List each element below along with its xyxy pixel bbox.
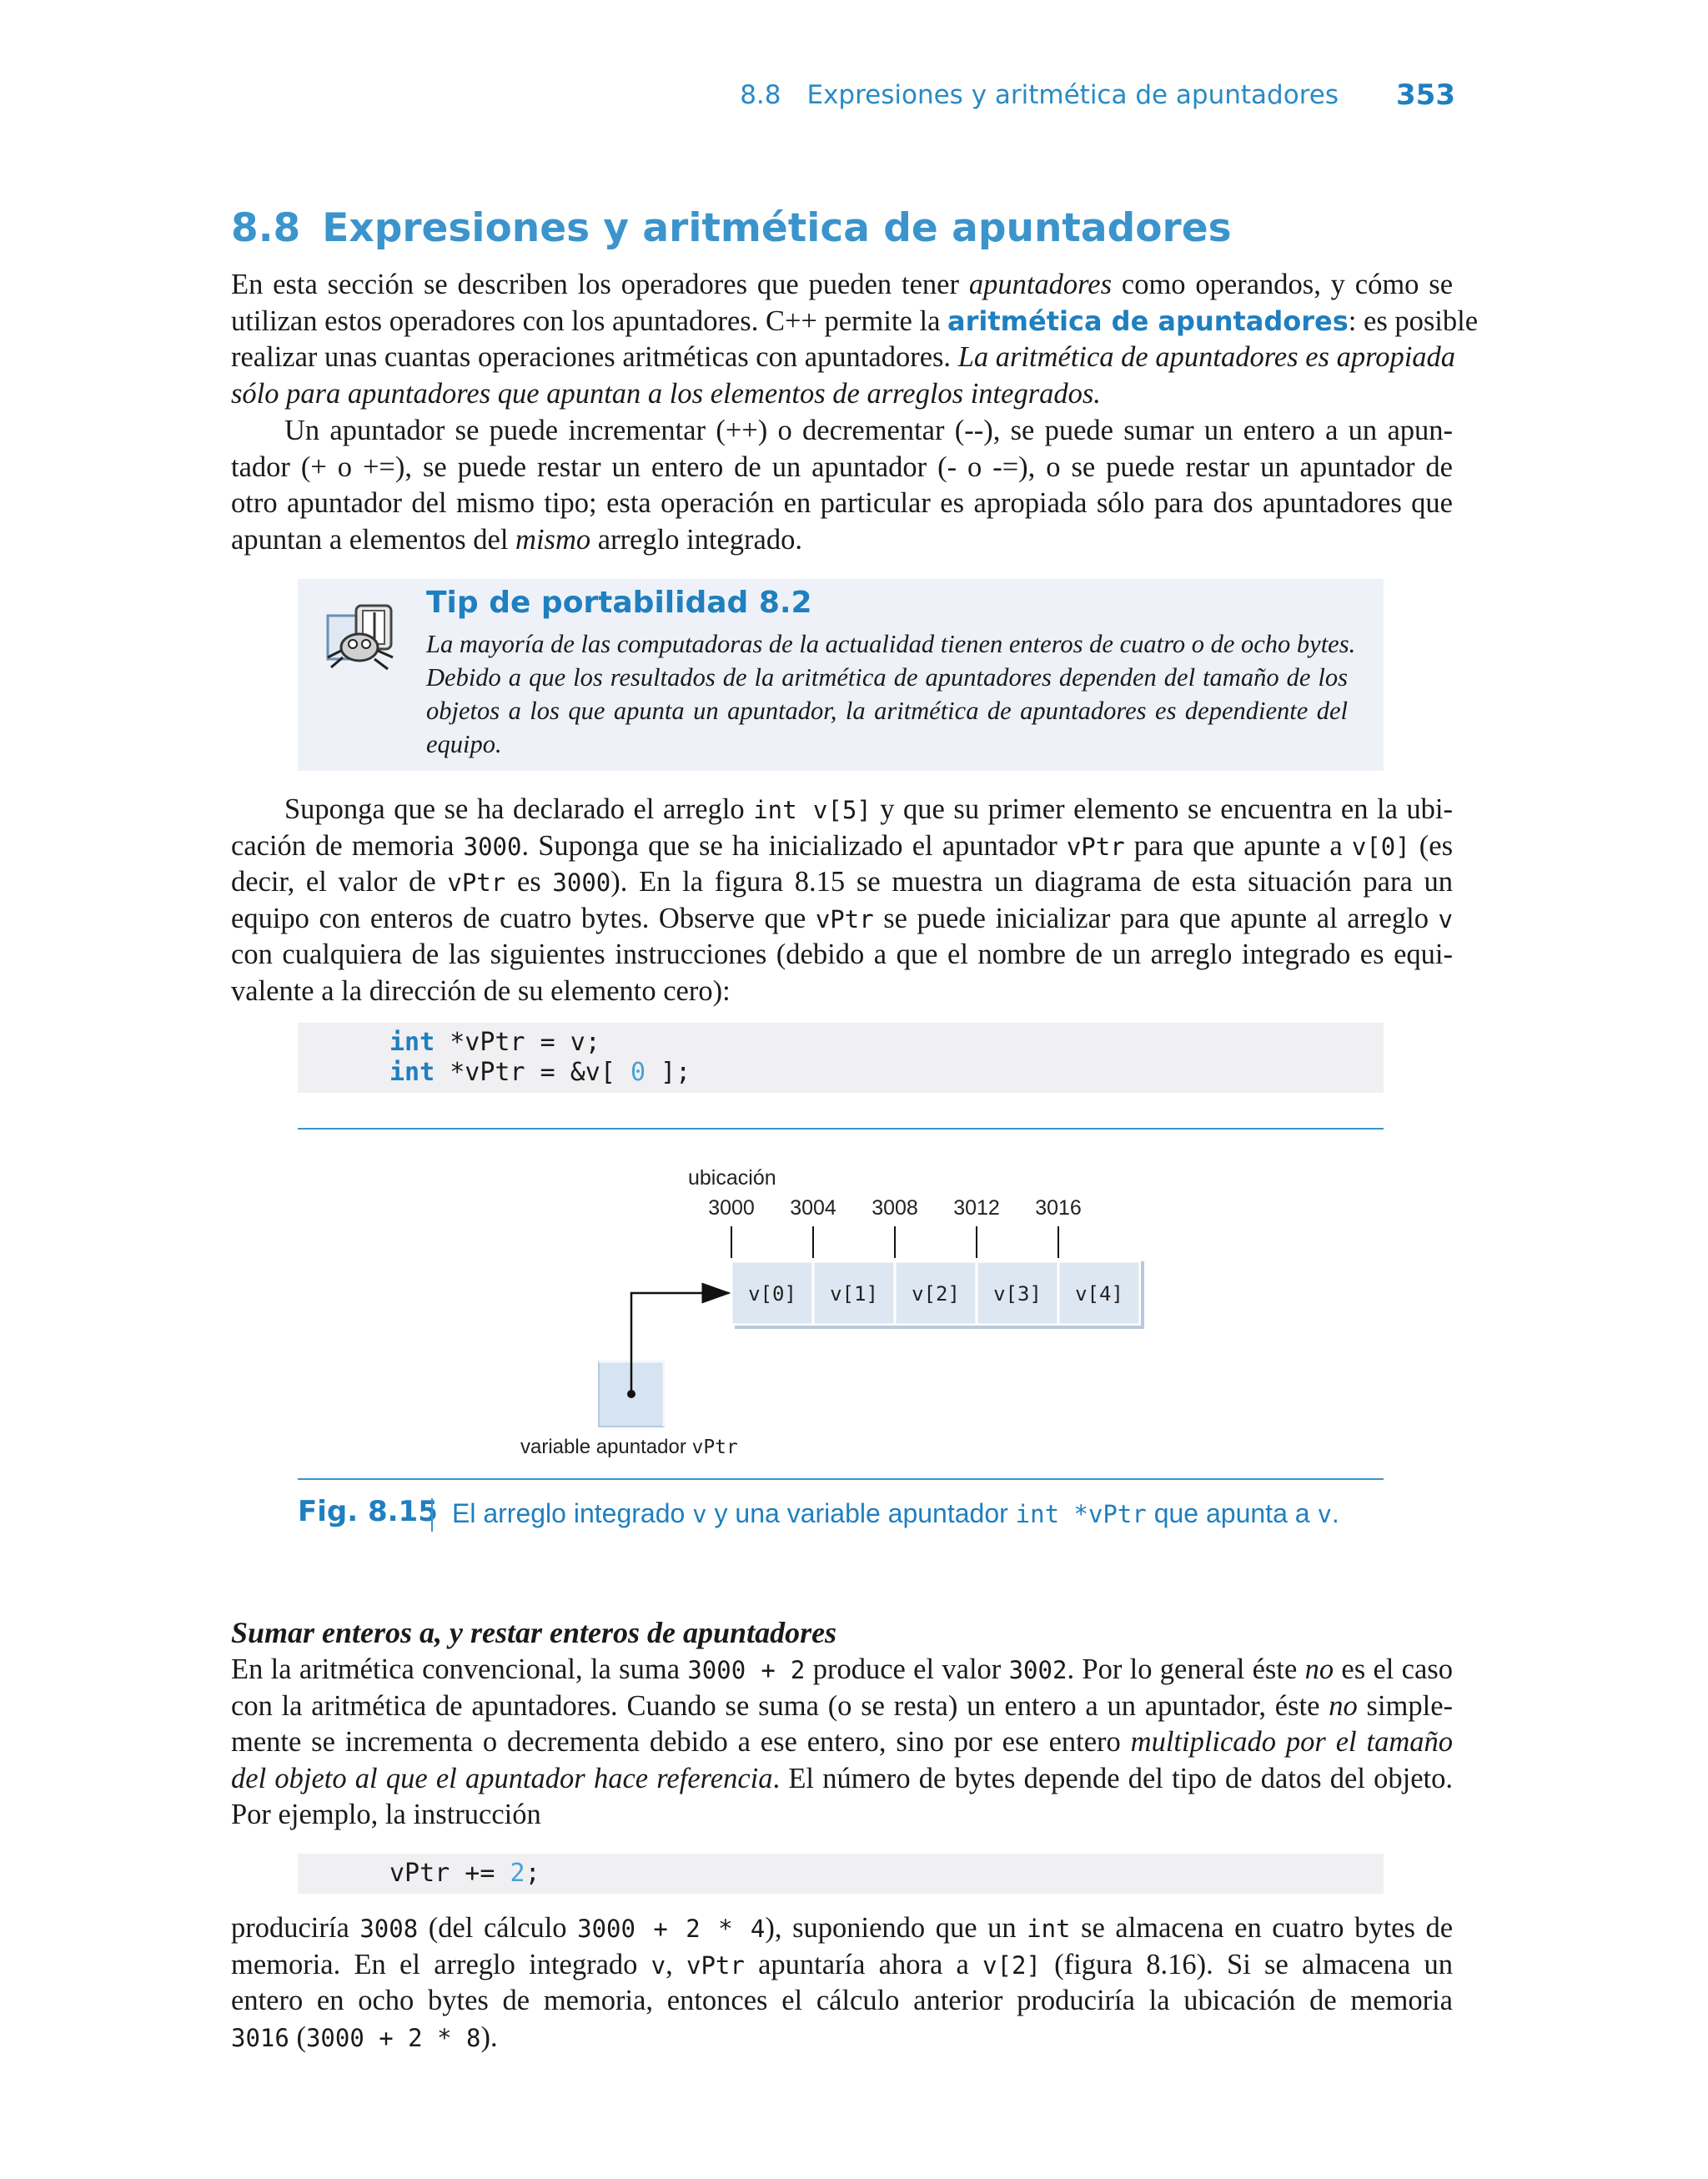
address-label: 3004 <box>790 1196 836 1220</box>
code-line: int *vPtr = v; <box>389 1028 600 1057</box>
tip-title: Tip de portabilidad 8.2 <box>426 586 812 620</box>
paragraph-operators: Un apuntador se puede incrementar (++) o decrementar (--), se puede sumar un entero a un apun- tador (+ o +=), se puede restar un entero de un apuntador (- o -=), o se puede restar un apuntador de otro apuntador del mismo tipo; esta operación en particular es apropiada sólo para dos apuntadores que apuntan a elementos del mismo arreglo integrado. <box>231 415 1453 556</box>
address-labels <box>708 1196 1082 1220</box>
code-line: vPtr += 2; <box>389 1859 540 1888</box>
address-label: 3016 <box>1035 1196 1082 1220</box>
figure-caption <box>298 1495 1384 1537</box>
array-cell-label: v[3] <box>993 1282 1042 1306</box>
running-header <box>740 78 1455 120</box>
portability-bug-icon <box>323 599 406 676</box>
address-label: 3012 <box>953 1196 1000 1220</box>
code-block-init <box>298 1023 1384 1093</box>
address-label: 3000 <box>708 1196 755 1220</box>
address-label: 3008 <box>872 1196 918 1220</box>
code-block-increment <box>298 1854 1384 1894</box>
paragraph-pointer-addition: En la aritmética convencional, la suma 3000 + 2 produce el valor 3002. Por lo general éste no es el caso con la aritmética de apuntadores. Cuando se suma (o se resta) un entero a un apuntador, éste no simple- mente se incrementa o decrementa debido a ese entero, sino por ese entero multiplicado por el tamaño del objeto al que el apuntador hace referencia. El número de bytes depende del tipo de datos del objeto. Por ejemplo, la instrucción <box>231 1653 1454 1830</box>
running-title: 8.8 Expresiones y aritmética de apuntadores <box>740 80 1339 110</box>
subsection-heading: Sumar enteros a, y restar enteros de apuntadores <box>231 1616 837 1649</box>
array-cell-label: v[1] <box>830 1282 878 1306</box>
section-title: Expresiones y aritmética de apuntadores <box>322 205 1232 251</box>
pointer-diagram <box>298 1135 1384 1477</box>
caption-separator <box>431 1498 433 1532</box>
address-ticks <box>731 1226 1058 1258</box>
paragraph-intro: En esta sección se describen los operadores que pueden tener apuntadores como operandos, y cómo se utilizan estos operadores con los apuntadores. C++ permite la aritmética de apuntadores: es posible realizar unas cuantas operaciones aritméticas con apuntadores. La aritmética de apuntadores es apropiada sólo para apuntadores que apuntan a los elementos de arreglos integrados. <box>231 269 1479 410</box>
figure-bottom-rule <box>298 1478 1384 1480</box>
figure-label: Fig. 8.15 <box>298 1495 438 1528</box>
paragraph-result: produciría 3008 (del cálculo 3000 + 2 * 4), suponiendo que un int se almacena en cuatro bytes de memoria. En el arreglo integrado v, vPtr apuntaría ahora a v[2] (figura 8.16). Si se almacena un entero en ocho bytes de memoria, entonces el cálculo anterior produciría la ubicación de memoria 3016 (3000 + 2 * 8). <box>231 1912 1454 2053</box>
pointer-caption: variable apuntador vPtr <box>520 1436 738 1458</box>
page-number: 353 <box>1396 78 1455 112</box>
portability-tip-box <box>298 579 1384 771</box>
section-number: 8.8 <box>231 205 301 251</box>
section-heading <box>231 205 1232 251</box>
figure-top-rule <box>298 1128 1384 1130</box>
array-cell-label: v[2] <box>912 1282 960 1306</box>
array-cell-label: v[0] <box>748 1282 796 1306</box>
key-term: aritmética de apuntadores <box>947 304 1349 337</box>
code-line: int *vPtr = &v[ 0 ]; <box>389 1058 691 1087</box>
caption-text: El arreglo integrado v y una variable apuntador int *vPtr que apunta a v. <box>452 1498 1339 1528</box>
location-label: ubicación <box>688 1166 776 1190</box>
tip-body: La mayoría de las computadoras de la actualidad tienen enteros de cuatro o de ocho bytes. Debido a que los resultados de la aritmética de apuntadores dependen del tamaño de los objetos a los que apunta un apuntador, la aritmética de apuntadores es dependiente del equipo. <box>426 630 1356 758</box>
array-cells <box>731 1261 1143 1327</box>
paragraph-array-setup: Suponga que se ha declarado el arreglo int v[5] y que su primer elemento se encuentra en la ubi- cación de memoria 3000. Suponga que se ha inicializado el apuntador vPtr para que apunte a v[0] (es decir, el valor de vPtr es 3000). En la figura 8.15 se muestra un diagrama de esta situación para un equipo con enteros de cuatro bytes. Observe que vPtr se puede inicializar para que apunte al arreglo v con cualquiera de las siguientes instrucciones (debido a que el nombre de un arreglo integrado es equi- valente a la dirección de su elemento cero): <box>231 793 1454 1007</box>
array-cell-label: v[4] <box>1075 1282 1123 1306</box>
